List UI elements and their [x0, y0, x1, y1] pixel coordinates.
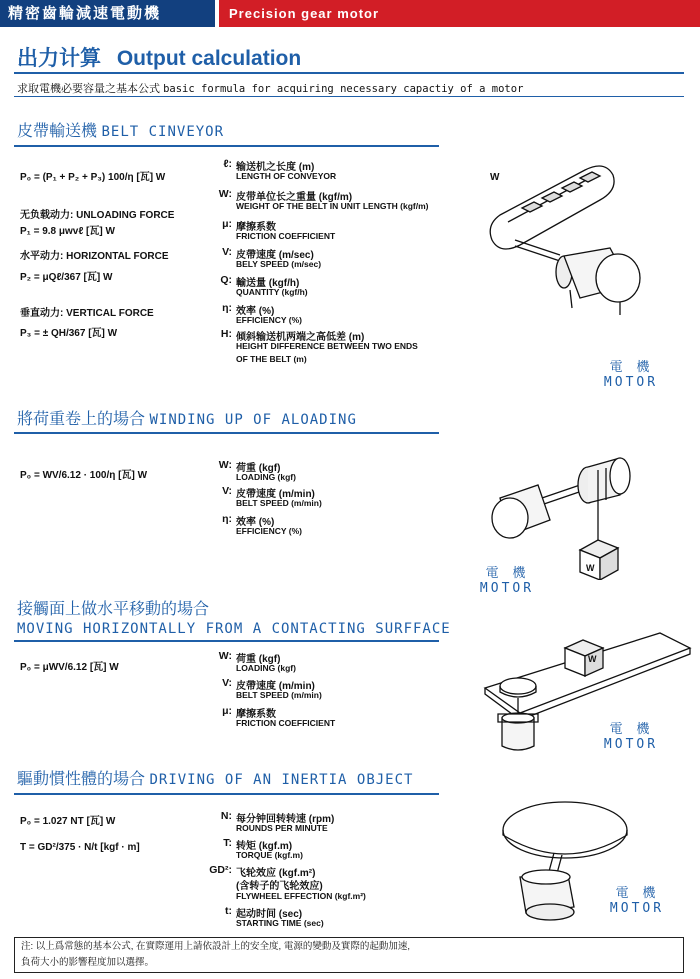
page-title-en: Output calculation: [116, 47, 302, 70]
def-cn: 皮帶速度 (m/sec): [236, 250, 314, 261]
inertia-section-title: [17, 766, 413, 789]
def-en: WEIGHT OF THE BELT IN UNIT LENGTH (kgf/m): [236, 201, 429, 211]
def-symbol: μ:: [222, 705, 232, 717]
moving-title-en: MOVING HORIZONTALLY FROM A CONTACTING SURFFACE: [17, 621, 451, 637]
winding-motor-label: [476, 562, 538, 596]
def-cn: 皮帶速度 (m/min): [236, 489, 315, 500]
belt-unload-label: 无负载动力: UNLOADING FORCE: [20, 210, 175, 221]
subtitle-en: basic formula for acquiring necessary capactiy of a motor: [163, 83, 524, 95]
title-rule: [14, 72, 684, 74]
moving-section-title-cn: 接觸面上做水平移動的場合: [17, 601, 210, 618]
moving-formula: P₀ = μWV/6.12 [瓦] W: [20, 662, 119, 673]
def-en: LOADING (kgf): [236, 663, 296, 673]
inertia-formula-2: T = GD²/375 · N/t [kgf · m]: [20, 842, 140, 853]
def-en: ROUNDS PER MINUTE: [236, 823, 328, 833]
def-symbol: μ:: [222, 218, 232, 230]
belt-horiz-label: 水平动力: HORIZONTAL FORCE: [20, 251, 169, 262]
def-symbol: N:: [220, 810, 232, 822]
page-title-cn: 出力计算: [17, 47, 101, 70]
def-cn: 效率 (%): [236, 517, 275, 528]
def-en: EFFICIENCY (%): [236, 526, 302, 536]
belt-motor-en: MOTOR: [603, 375, 659, 390]
def-symbol: V:: [222, 485, 232, 497]
winding-illustration: [480, 440, 660, 580]
winding-formula: P₀ = WV/6.12 · 100/η [瓦] W: [20, 470, 148, 481]
winding-box-w-label: W: [586, 563, 595, 573]
def-symbol: t:: [225, 905, 232, 917]
brand-en-banner: Precision gear motor: [219, 0, 700, 27]
subtitle-cn: 求取電機必要容量之基本公式: [17, 83, 160, 95]
belt-formula-main: P₀ = (P₁ + P₂ + P₃) 100/η [瓦] W: [20, 172, 166, 183]
def-cn: 摩擦系数: [236, 222, 276, 233]
def-symbol: W:: [218, 459, 232, 471]
def-symbol: T:: [223, 837, 232, 849]
def-cn: 荷重 (kgf): [236, 463, 281, 474]
def-symbol: ℓ:: [223, 158, 232, 170]
footnote-box: [14, 937, 684, 973]
def-cn: 转矩 (kgf.m): [236, 841, 293, 852]
brand-cn-banner: 精密齒輪減速電動機: [0, 0, 215, 27]
def-symbol: η:: [222, 513, 232, 525]
def-cn: 倾斜输送机两端之高低差 (m): [236, 332, 365, 343]
belt-conveyor-illustration: [480, 160, 690, 320]
def-symbol: H:: [220, 328, 232, 340]
moving-section-rule: [14, 640, 439, 642]
def-en: BELY SPEED (m/sec): [236, 259, 322, 269]
belt-diagram-w-label: W: [490, 172, 500, 183]
def-cn: 皮带单位长之重量 (kgf/m): [236, 192, 353, 203]
def-cn: 荷重 (kgf): [236, 654, 281, 665]
def-en: BELT SPEED (m/min): [236, 690, 322, 700]
inertia-formula-1: P₀ = 1.027 NT [瓦] W: [20, 816, 116, 827]
def-en: STARTING TIME (sec): [236, 918, 324, 928]
def-en: BELT SPEED (m/min): [236, 498, 322, 508]
def-symbol: V:: [222, 677, 232, 689]
belt-horiz-formula: P₂ = μQℓ/367 [瓦] W: [20, 272, 113, 283]
def-symbol: W:: [218, 650, 232, 662]
belt-motor-cn: 電 機: [609, 360, 653, 375]
def-symbol: GD²:: [209, 864, 232, 876]
def-symbol: Q:: [220, 274, 232, 286]
winding-motor-cn: 電 機: [485, 566, 529, 581]
def-cn: 起动时间 (sec): [236, 909, 303, 920]
moving-motor-en: MOTOR: [603, 737, 659, 752]
moving-box-w-label: W: [588, 654, 597, 664]
belt-section-rule: [14, 145, 439, 147]
def-cn: 輸送量 (kgf/h): [236, 278, 300, 289]
footnote-line-2: 負荷大小的影響程度加以選擇。: [21, 957, 155, 968]
winding-title-cn: 將荷重卷上的場合: [17, 411, 146, 428]
winding-section-title: [17, 406, 357, 429]
def-en: FLYWHEEL EFFECTION (kgf.m²): [236, 891, 366, 901]
belt-title-cn: 皮帶輸送機: [17, 123, 98, 140]
footnote-line-1: 注: 以上爲常態的基本公式, 在實際運用上請依設計上的安全度, 電源的變動及實際的起動加速,: [21, 941, 410, 952]
inertia-motor-en: MOTOR: [609, 901, 665, 916]
belt-section-title: [17, 118, 224, 141]
moving-motor-label: [600, 718, 662, 752]
def-en: EFFICIENCY (%): [236, 315, 302, 325]
page-subtitle: [17, 80, 523, 96]
def-en: QUANTITY (kgf/h): [236, 287, 308, 297]
def-cn: 每分钟回转转速 (rpm): [236, 814, 335, 825]
def-cn: 输送机之长度 (m): [236, 162, 315, 173]
belt-vert-label: 垂直动力: VERTICAL FORCE: [20, 308, 154, 319]
moving-section-title-en: [17, 620, 451, 638]
winding-motor-en: MOTOR: [479, 581, 535, 596]
page-title: [17, 42, 301, 72]
winding-title-en: WINDING UP OF ALOADING: [149, 412, 357, 428]
winding-section-rule: [14, 432, 439, 434]
belt-motor-label: [600, 356, 662, 390]
def-en: OF THE BELT (m): [236, 354, 307, 364]
inertia-title-cn: 驅動慣性體的場合: [17, 771, 146, 788]
inertia-section-rule: [14, 793, 439, 795]
subtitle-rule: [14, 96, 684, 97]
moving-motor-cn: 電 機: [609, 722, 653, 737]
belt-unload-formula: P₁ = 9.8 μwvℓ [瓦] W: [20, 226, 115, 237]
def-en: LOADING (kgf): [236, 472, 296, 482]
def-symbol: V:: [222, 246, 232, 258]
def-en: HEIGHT DIFFERENCE BETWEEN TWO ENDS: [236, 341, 418, 351]
def-symbol: η:: [222, 302, 232, 314]
def-cn: 皮帶速度 (m/min): [236, 681, 315, 692]
moving-illustration: [480, 628, 695, 758]
def-cn: 摩擦系数: [236, 709, 276, 720]
inertia-motor-cn: 電 機: [615, 886, 659, 901]
inertia-motor-label: [606, 882, 668, 916]
def-en: TORQUE (kgf.m): [236, 850, 303, 860]
def-cn: 飞轮效应 (kgf.m²): [236, 868, 316, 879]
def-en: LENGTH OF CONVEYOR: [236, 171, 337, 181]
def-cn: (含转子的飞轮效应): [236, 881, 323, 892]
belt-vert-formula: P₃ = ± QH/367 [瓦] W: [20, 328, 118, 339]
def-en: FRICTION COEFFICIENT: [236, 718, 336, 728]
def-en: FRICTION COEFFICIENT: [236, 231, 336, 241]
inertia-title-en: DRIVING OF AN INERTIA OBJECT: [149, 772, 414, 788]
def-symbol: W:: [218, 188, 232, 200]
belt-title-en: BELT CINVEYOR: [101, 124, 225, 140]
def-cn: 效率 (%): [236, 306, 275, 317]
